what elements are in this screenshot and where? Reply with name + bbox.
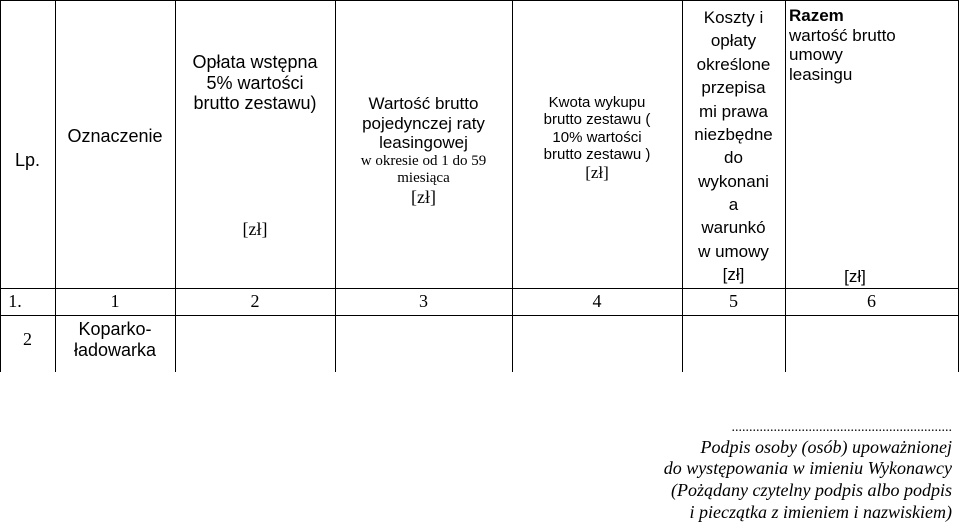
row-oznaczenie [55, 319, 175, 360]
header-text: leasingu [789, 64, 853, 84]
unit-label: [zł] [844, 267, 866, 286]
number-label: 4 [592, 291, 602, 311]
header-text: określone [696, 54, 771, 74]
number-cell [512, 291, 682, 312]
header-text: Kwota wykupu [548, 94, 646, 111]
number-cell [175, 291, 335, 312]
header-razem [789, 6, 949, 84]
signature-block [560, 420, 952, 523]
header-text: umowy [789, 45, 843, 65]
header-oplata-wstepna [175, 52, 335, 114]
header-text: brutto zestawu) [193, 93, 317, 114]
header-text: brutto zestawu ) [543, 145, 651, 163]
header-text: w okresie od 1 do 59 [360, 152, 487, 169]
header-text: do [724, 148, 743, 168]
number-cell [785, 291, 958, 312]
input-wartosc-raty[interactable] [336, 316, 511, 372]
signature-line: Podpis osoby (osób) upoważnionej [700, 436, 952, 457]
row-divider [0, 0, 959, 1]
header-text: 5% wartości [206, 72, 304, 93]
row-lp [0, 329, 55, 350]
header-oznaczenie-label: Oznaczenie [67, 126, 163, 146]
number-label: 2 [250, 291, 260, 311]
header-text: pojedynczej raty [362, 113, 485, 133]
unit-label: [zł] [585, 163, 609, 182]
header-text: a [728, 195, 739, 214]
header-lp [0, 150, 55, 171]
header-text: opłaty [710, 31, 757, 51]
header-text: Razem [789, 6, 844, 25]
header-text: miesiąca [397, 169, 450, 186]
col-divider [55, 0, 56, 372]
header-text: warunkó [701, 218, 766, 238]
signature-line: (Pożądany czytelny podpis albo podpis [671, 479, 952, 500]
header-kwota-wykupu [512, 94, 682, 183]
number-label: 1 [110, 291, 120, 311]
header-oznaczenie [55, 126, 175, 147]
header-razem-unit [830, 267, 880, 287]
signature-line: i pieczątka z imieniem i nazwiskiem) [689, 501, 952, 522]
col-divider [958, 0, 959, 372]
unit-label: [zł] [242, 219, 268, 239]
input-oplata-wstepna[interactable] [176, 316, 334, 372]
signature-line: do występowania w imieniu Wykonawcy [663, 458, 952, 479]
unit-label: [zł] [411, 187, 436, 208]
header-koszty-oplaty [682, 6, 785, 287]
header-text: niezbędne [694, 124, 773, 144]
row-divider [0, 288, 959, 289]
header-text: Koszty i [703, 8, 764, 27]
row-oznaczenie-text: Koparko- [78, 319, 152, 339]
row-lp-value: 2 [23, 329, 32, 349]
header-text: brutto zestawu ( [543, 111, 651, 129]
header-text: Opłata wstępna [192, 52, 318, 72]
signature-dots: ............................................................... [731, 420, 952, 435]
number-cell [335, 291, 512, 312]
input-kwota-wykupu[interactable] [513, 316, 681, 372]
number-label: 3 [419, 291, 428, 311]
header-text: 10% wartości [552, 128, 642, 146]
header-text: Wartość brutto [368, 94, 479, 113]
header-text: mi prawa [699, 101, 768, 121]
col-divider [0, 0, 1, 372]
number-label: 6 [867, 291, 876, 311]
number-label: 5 [729, 291, 738, 311]
header-wartosc-raty [335, 94, 512, 208]
header-text: wykonani [698, 171, 769, 191]
number-cell [0, 291, 30, 312]
header-text: wartość brutto [789, 25, 896, 45]
header-text: w umowy [698, 241, 769, 261]
number-cell [55, 291, 175, 312]
unit-label: [zł] [722, 265, 745, 285]
header-oplata-unit [175, 219, 335, 240]
header-lp-label: Lp. [14, 150, 41, 170]
header-text: przepisa [701, 78, 766, 98]
input-razem[interactable] [786, 316, 957, 372]
number-cell [682, 291, 785, 312]
header-text: leasingowej [379, 133, 468, 153]
number-label: 1. [8, 291, 22, 311]
input-koszty-oplaty[interactable] [683, 316, 784, 372]
row-oznaczenie-text: ładowarka [73, 339, 157, 360]
